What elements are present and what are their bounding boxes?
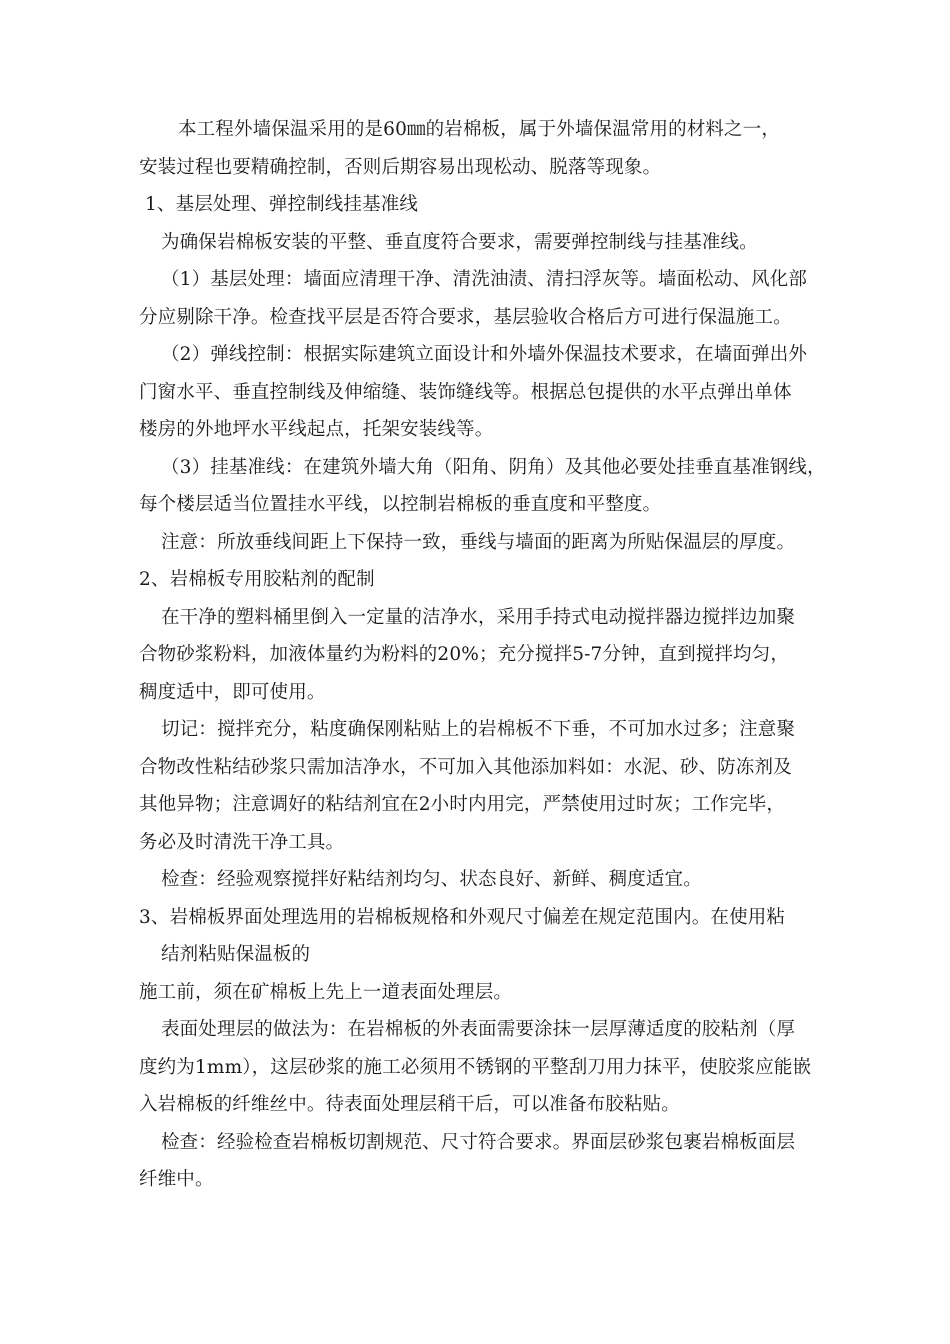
intro-paragraph-line-2: 安装过程也要精确控制，否则后期容易出现松动、脱落等现象。	[139, 157, 662, 178]
section-2-paragraph-line-1: 在干净的塑料桶里倒入一定量的洁净水，采用手持式电动搅拌器边搅拌边加聚	[161, 607, 796, 628]
section-1-heading: 1、基层处理、弹控制线挂基准线	[145, 194, 419, 215]
section-2-paragraph-line-3: 稠度适中，即可使用。	[139, 682, 326, 703]
intro-paragraph-line-1: 本工程外墙保温采用的是60㎜的岩棉板，属于外墙保温常用的材料之一，	[178, 119, 780, 140]
caution-paragraph-line-3: 其他异物；注意调好的粘结剂宜在2小时内用完，严禁使用过时灰；工作完毕，	[139, 794, 786, 815]
caution-paragraph-line-1: 切记：搅拌充分，粘度确保刚粘贴上的岩棉板不下垂，不可加水过多；注意聚	[161, 719, 796, 740]
caution-paragraph-line-2: 合物改性粘结砂浆只需加洁净水，不可加入其他添加料如：水泥、砂、防冻剂及	[139, 757, 792, 778]
step-1-paragraph-line-2: 分应剔除干净。检查找平层是否符合要求，基层验收合格后方可进行保温施工。	[139, 307, 792, 328]
caution-paragraph-line-4: 务必及时清洗干净工具。	[139, 832, 345, 853]
section-3-paragraph-line: 施工前，须在矿棉板上先上一道表面处理层。	[139, 982, 513, 1003]
step-3-paragraph-line-1: （3）挂基准线：在建筑外墙大角（阳角、阴角）及其他必要处挂垂直基准钢线，	[161, 457, 826, 478]
section-2-paragraph-line-2: 合物砂浆粉料，加液体量约为粉料的20%；充分搅拌5-7分钟，直到搅拌均匀，	[139, 644, 789, 665]
section-3-heading-line-2: 结剂粘贴保温板的	[161, 944, 311, 965]
surface-treatment-paragraph-line-3: 入岩棉板的纤维丝中。待表面处理层稍干后，可以准备布胶粘贴。	[139, 1094, 680, 1115]
check-paragraph-1-line: 检查：经验观察搅拌好粘结剂均匀、状态良好、新鲜、稠度适宜。	[161, 869, 702, 890]
step-2-paragraph-line-2: 门窗水平、垂直控制线及伸缩缝、装饰缝线等。根据总包提供的水平点弹出单体	[139, 382, 792, 403]
note-paragraph-line: 注意：所放垂线间距上下保持一致，垂线与墙面的距离为所贴保温层的厚度。	[161, 532, 796, 553]
surface-treatment-paragraph-line-2: 度约为1mm），这层砂浆的施工必须用不锈钢的平整刮刀用力抹平，使胶浆应能嵌	[139, 1057, 812, 1078]
step-2-paragraph-line-1: （2）弹线控制：根据实际建筑立面设计和外墙外保温技术要求，在墙面弹出外	[161, 344, 808, 365]
step-2-paragraph-line-3: 楼房的外地坪水平线起点，托架安装线等。	[139, 419, 494, 440]
check-paragraph-2-line-1: 检查：经验检查岩棉板切割规范、尺寸符合要求。界面层砂浆包裹岩棉板面层	[161, 1132, 796, 1153]
surface-treatment-paragraph-line-1: 表面处理层的做法为：在岩棉板的外表面需要涂抹一层厚薄适度的胶粘剂（厚	[161, 1019, 796, 1040]
check-paragraph-2-line-2: 纤维中。	[139, 1169, 214, 1190]
section-3-heading-line-1: 3、岩棉板界面处理选用的岩棉板规格和外观尺寸偏差在规定范围内。在使用粘	[139, 907, 786, 928]
section-2-heading: 2、岩棉板专用胶粘剂的配制	[139, 569, 375, 590]
step-3-paragraph-line-2: 每个楼层适当位置挂水平线，以控制岩棉板的垂直度和平整度。	[139, 494, 662, 515]
step-1-paragraph-line-1: （1）基层处理：墙面应清理干净、清洗油渍、清扫浮灰等。墙面松动、风化部	[161, 269, 808, 290]
section-1-paragraph-line: 为确保岩棉板安装的平整、垂直度符合要求，需要弹控制线与挂基准线。	[161, 232, 758, 253]
